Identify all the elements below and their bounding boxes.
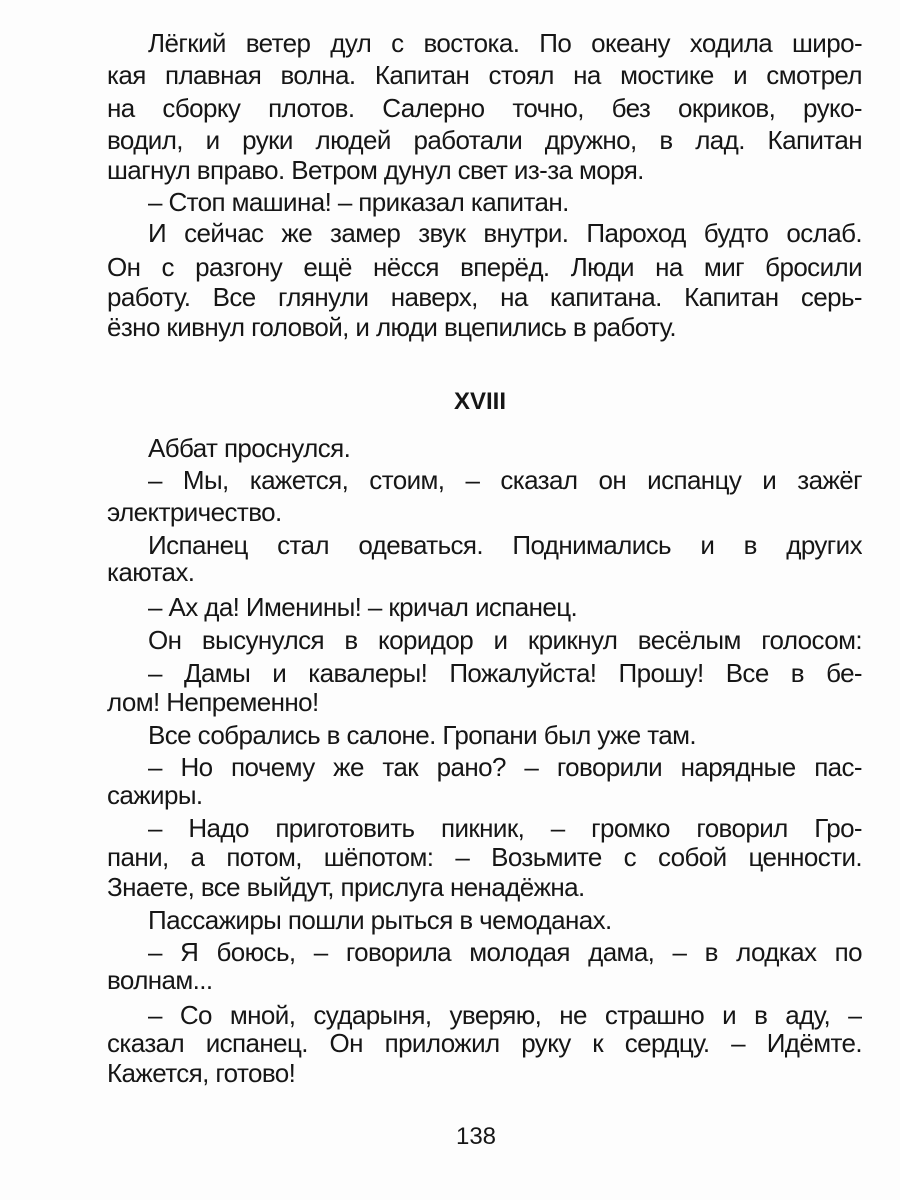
text-line: кая плавная волна. Капитан стоял на мостике и смотрел	[107, 60, 862, 90]
text-line: – Со мной, сударыня, уверяю, не страшно и в аду, –	[148, 1000, 862, 1030]
text-line: Он с разгону ещё нёсся вперёд. Люди на миг бросили	[107, 252, 862, 282]
text-line: каютах.	[107, 557, 195, 587]
text-line: лом! Непременно!	[107, 687, 319, 717]
text-line: водил, и руки людей работали дружно, в лад. Капитан	[107, 125, 862, 155]
text-line: – Стоп машина! – приказал капитан.	[148, 187, 569, 217]
text-line: Все собрались в салоне. Гропани был уже там.	[148, 720, 697, 750]
page-number: 138	[455, 1123, 497, 1150]
text-line: – Надо приготовить пикник, – громко говорил Гро-	[148, 813, 862, 843]
text-line: работу. Все глянули наверх, на капитана. Капитан серь-	[107, 282, 862, 312]
text-line: сказал испанец. Он приложил руку к сердцу. – Идёмте.	[107, 1028, 862, 1058]
text-line: – Я боюсь, – говорила молодая дама, – в лодках по	[148, 937, 862, 967]
text-line: – Ах да! Именины! – кричал испанец.	[148, 592, 578, 622]
text-line: волнам...	[107, 965, 213, 995]
text-line: ёзно кивнул головой, и люди вцепились в работу.	[107, 312, 677, 342]
text-line: электричество.	[107, 497, 282, 527]
chapter-heading: XVIII	[453, 388, 507, 415]
text-line: Испанец стал одеваться. Поднимались и в других	[148, 530, 862, 560]
text-line: Знаете, все выйдут, прислуга ненадёжна.	[107, 872, 585, 902]
text-line: Кажется, готово!	[107, 1058, 296, 1088]
text-line: – Но почему же так рано? – говорили нарядные пас-	[148, 752, 862, 782]
text-line: сажиры.	[107, 780, 203, 810]
text-line: – Мы, кажется, стоим, – сказал он испанцу и зажёг	[148, 465, 862, 495]
text-line: на сборку плотов. Салерно точно, без окриков, руко-	[107, 93, 862, 123]
text-line: И сейчас же замер звук внутри. Пароход будто ослаб.	[148, 218, 862, 248]
text-line: шагнул вправо. Ветром дунул свет из-за моря.	[107, 155, 644, 185]
text-line: Лёгкий ветер дул с востока. По океану ходила широ-	[148, 28, 862, 58]
text-line: Он высунулся в коридор и крикнул весёлым голосом:	[148, 625, 862, 655]
text-line: Пассажиры пошли рыться в чемоданах.	[148, 905, 612, 935]
text-line: – Дамы и кавалеры! Пожалуйста! Прошу! Все в бе-	[148, 658, 862, 688]
text-line: пани, а потом, шёпотом: – Возьмите с собой ценности.	[107, 842, 862, 872]
text-line: Аббат проснулся.	[148, 433, 351, 463]
